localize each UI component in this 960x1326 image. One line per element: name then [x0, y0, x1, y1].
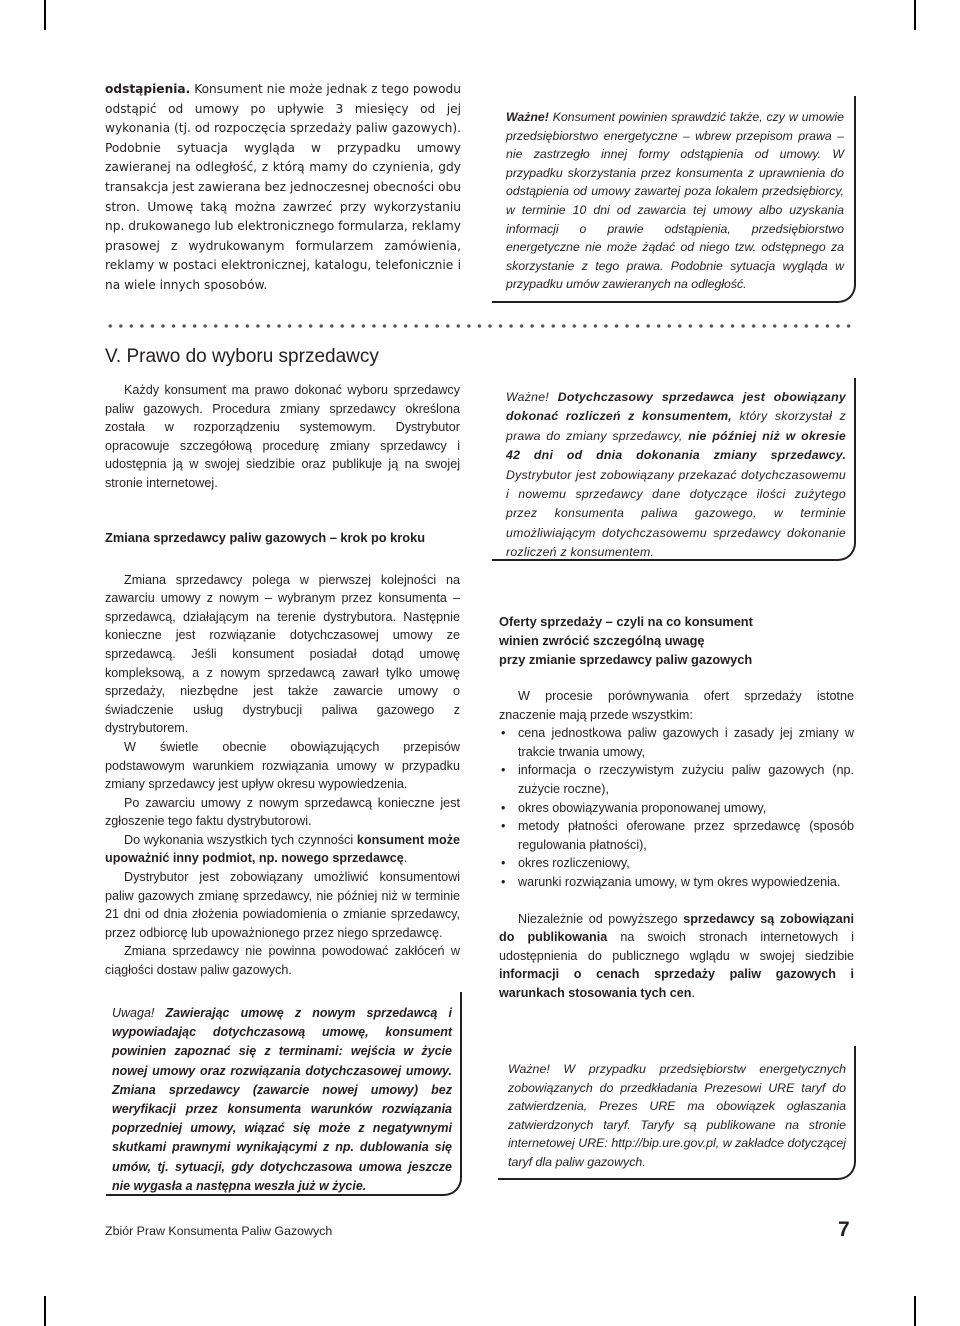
- subheading-krok-po-kroku: Zmiana sprzedawcy paliw gazowych – krok po kroku: [105, 529, 426, 545]
- offers-list: [499, 724, 854, 891]
- list-item: • metody płatności oferowane przez sprzedawcę (sposób regulowania płatności),: [499, 817, 854, 854]
- section-heading: V. Prawo do wyboru sprzedawcy: [105, 346, 379, 367]
- warning-box-uwaga: [106, 992, 462, 1196]
- offers-intro: W procesie porównywania ofert sprzedaży istotne znaczenie mają przede wszystkim:: [499, 689, 854, 722]
- dotted-separator: [105, 322, 857, 330]
- tariff-box-text: Ważne! W przypadku przedsiębiorstw energetycznych zobowiązanych do przedkładania Prezesowi URE taryf do zatwierdzenia, Prezes URE ma obowiązek ogłaszania zatwierdzonych taryf. Taryfy są publikowane na stronie internetowej URE: http://bip.ure.gov.pl, w zakładce dotyczącej taryf dla paliw gazowych.: [508, 1062, 846, 1169]
- note-box-wazne-settlement: [492, 378, 856, 561]
- list-item: • warunki rozwiązania umowy, w tym okres wypowiedzenia.: [499, 873, 854, 892]
- crop-mark-left-bottom: [44, 1296, 46, 1326]
- paragraph-5: Dystrybutor jest zobowiązany umożliwić konsumentowi paliw gazowych zmianę sprzedawcy, nie później niż w terminie 21 dni od dnia złożenia powiadomienia o zmianie sprzedawcy, przez odbiorcę lub upoważnionego przez niego sprzedawcę.: [105, 870, 460, 940]
- offers-heading-1: Oferty sprzedaży – czyli na co konsument: [499, 614, 753, 629]
- settlement-box-text: Ważne! Dotychczasowy sprzedawca jest obowiązany dokonać rozliczeń z konsumentem, który skorzystał z prawa do zmiany sprzedawcy, nie później niż w okresie 42 dni od dnia dokonania zmiany sprzedawcy. Dystrybutor jest zobowiązany przekazać dotychczasowemu i nowemu sprzedawcy dane dotyczące ilości zużytego przez konsumenta paliwa gazowego, w terminie umożliwiającym dotychczasowemu sprzedawcy dokonanie rozliczeń z konsumentem.: [506, 390, 846, 560]
- tariff-box-label: Ważne!: [508, 1062, 550, 1076]
- settlement-box-label: Ważne!: [506, 390, 549, 404]
- footer-line: [0, 1212, 960, 1213]
- note-box-text: Ważne! Konsument powinien sprawdzić także, czy w umowie przedsiębiorstwo energetyczne – wbrew przepisom prawa – nie zastrzegło innej formy odstąpienia od umowy. W przypadku skorzystania przez konsumenta z uprawnienia do odstąpienia od umowy zawartej poza lokalem przedsiębiorcy, w terminie 10 dni od zawarcia tej umowy albo uzyskania informacji o prawie odstąpienia, przedsiębiorstwo energetyczne nie może żądać od niego tzw. odstępnego za skorzystanie z tego prawa. Podobnie sytuacja wygląda w przypadku umów zawieranych na odległość.: [506, 110, 844, 292]
- page-number: 7: [838, 1218, 850, 1241]
- list-item: • cena jednostkowa paliw gazowych i zasady jej zmiany w trakcie trwania umowy,: [499, 724, 854, 761]
- right-column: [499, 612, 854, 1003]
- note-box-wazne-tariff: [498, 1046, 856, 1180]
- steps-text: [105, 571, 460, 980]
- note-box-label: Ważne!: [506, 110, 549, 124]
- crop-mark-right-bottom: [914, 1296, 916, 1326]
- paragraph-1: Zmiana sprzedawcy polega w pierwszej kolejności na zawarciu umowy z nowym – wybranym przez konsumenta – sprzedawcą, działającym na terenie dystrybutora. Następnie konieczne jest rozwiązanie dotychczasowej umowy ze sprzedawcą. Jeśli konsument posiadał dotąd umowę kompleksową, a z nowym sprzedawcą zawarł tylko umowę sprzedaży, niezbędne jest także zawarcie umowy o świadczenie usług dystrybucji paliwa gazowego z dystrybutorem.: [105, 572, 460, 736]
- list-item: • okres rozliczeniowy,: [499, 854, 854, 873]
- offers-heading-2: winien zwrócić szczególną uwagę: [499, 633, 705, 648]
- paragraph-4: Do wykonania wszystkich tych czynności konsument może upoważnić inny podmiot, np. nowego sprzedawcę.: [105, 832, 460, 866]
- warning-box-text: Uwaga! Zawierając umowę z nowym sprzedawcą i wypowiadając dotychczasową umowę, konsument powinien zapoznać się z terminami: wejścia w życie nowej umowy oraz rozwiązania dotychczasowej umowy. Zmiana sprzedawcy (zawarcie nowej umowy) bez weryfikacji przez konsumenta warunków rozwiązania poprzedniej umowy, wiązać się może z negatywnymi skutkami prawnymi wynikającymi z np. dublowania się umów, tj. sytuacji, gdy dotychczasowa umowa jeszcze nie wygasła a następna weszła już w życie.: [112, 1006, 452, 1193]
- footer-title: Zbiór Praw Konsumenta Paliw Gazowych: [105, 1224, 333, 1238]
- offers-heading-3: przy zmianie sprzedawcy paliw gazowych: [499, 652, 753, 667]
- crop-mark-left: [44, 0, 46, 30]
- top-left-column: [105, 80, 461, 296]
- crop-mark-right: [914, 0, 916, 30]
- list-item: • okres obowiązywania proponowanej umowy,: [499, 799, 854, 818]
- intro-paragraph: Każdy konsument ma prawo dokonać wyboru sprzedawcy paliw gazowych. Procedura zmiany sprzedawcy określona została w rozporządzeniu systemowym. Dystrybutor opracowuje szczegółową procedurę zmiany sprzedawcy i udostępnia ją w swojej siedzibie oraz publikuje ją na swojej stronie internetowej.: [105, 383, 460, 490]
- left-column: [105, 381, 460, 980]
- paragraph-2: W świetle obecnie obowiązujących przepisów podstawowym warunkiem rozwiązania umowy w przypadku zmiany sprzedawcy jest upływ okresu wypowiedzenia.: [105, 739, 460, 792]
- top-left-paragraph: odstąpienia. Konsument nie może jednak z tego powodu odstąpić od umowy po upływie 3 miesięcy od jej wykonania (tj. od rozpoczęcia sprzedaży paliw gazowych). Podobnie sytuacja wygląda w przypadku umowy zawieranej na odległość, z którą mamy do czynienia, gdy transakcja jest zawierana bez jednoczesnej obecności obu stron. Umowę taką można zawrzeć przy wykorzystaniu np. drukowanego lub elektronicznego formularza, reklamy prasowej z wydrukowanym formularzem zamówienia, reklamy w postaci elektronicznej, katalogu, telefonicznie i na wiele innych sposobów.: [105, 82, 461, 292]
- list-item: • informacja o rzeczywistym zużyciu paliw gazowych (np. zużycie roczne),: [499, 761, 854, 798]
- warning-box-label: Uwaga!: [112, 1006, 155, 1020]
- publish-paragraph: Niezależnie od powyższego sprzedawcy są zobowiązani do publikowania na swoich stronach internetowych i udostępnienia do publicznego wglądu w swojej siedzibie informacji o cenach sprzedaży paliw gazowych i warunkach stosowania tych cen.: [499, 911, 854, 1000]
- term-odstapienia: odstąpienia.: [105, 82, 191, 96]
- note-box-wazne-top: [492, 96, 856, 303]
- paragraph-3: Po zawarciu umowy z nowym sprzedawcą konieczne jest zgłoszenie tego faktu dystrybutorowi.: [105, 795, 460, 829]
- paragraph-6: Zmiana sprzedawcy nie powinna powodować zakłóceń w ciągłości dostaw paliw gazowych.: [105, 944, 460, 978]
